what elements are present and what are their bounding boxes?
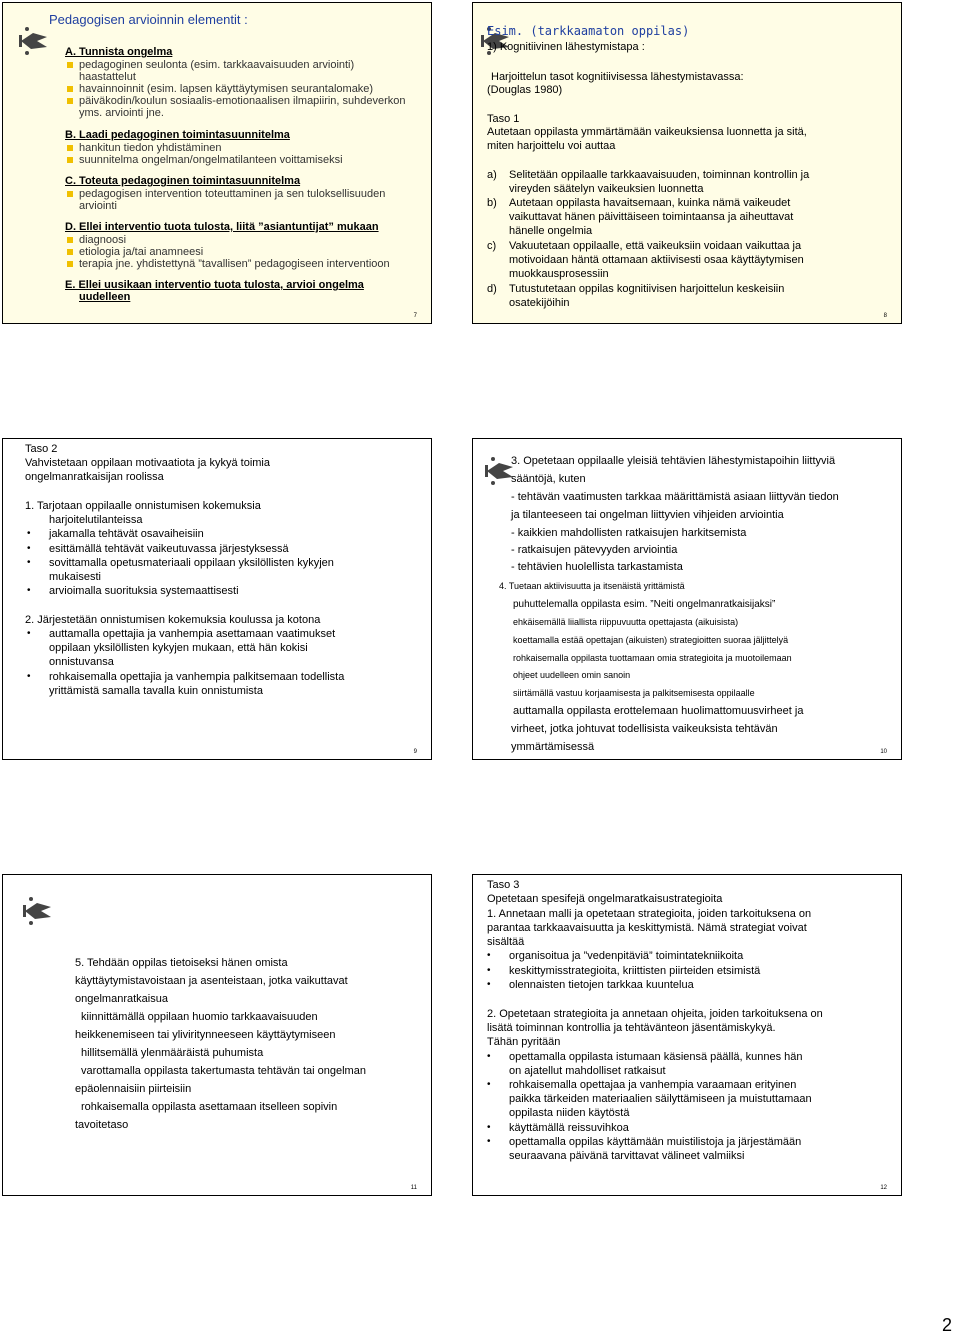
list-item: tavoitetaso xyxy=(75,1119,129,1131)
list-marker: a) xyxy=(487,169,497,181)
list-item: keskittymisstrategioita, kriittisten piirteiden etsimistä xyxy=(509,965,761,977)
bullet-icon xyxy=(67,157,73,163)
list-item: Vakuutetaan oppilaalle, että vaikeuksiin voidaan vaikuttaa ja xyxy=(509,240,802,252)
slide-10 xyxy=(472,438,902,760)
list-item: hankitun tiedon yhdistäminen xyxy=(79,142,222,154)
university-logo-icon xyxy=(21,893,55,929)
list-item: puhuttelemalla oppilasta esim. ”Neiti ongelmanratkaisijaksi” xyxy=(513,599,776,610)
list-item: organisoitua ja ”vedenpitäviä” toimintatekniikoita xyxy=(509,950,744,962)
bullet-icon xyxy=(67,237,73,243)
text-line: 2. Järjestetään onnistumisen kokemuksia koulussa ja kotona xyxy=(25,614,321,626)
text-line: 3. Opetetaan oppilaalle yleisiä tehtävien lähestymistapoihin liittyviä xyxy=(511,455,836,467)
bullet-icon: • xyxy=(487,965,491,976)
bullet-icon xyxy=(67,261,73,267)
list-item: oppilasta niiden käytöstä xyxy=(509,1107,630,1119)
list-item: virheet, jotka johtuvat todellisista vaikeuksista tehtävän xyxy=(511,723,778,735)
list-item: käyttämällä reissuvihkoa xyxy=(509,1122,629,1134)
text-line: 5. Tehdään oppilas tietoiseksi hänen omista xyxy=(75,957,288,969)
list-item: epäolennaisiin piirteisiin xyxy=(75,1083,192,1095)
list-item: arvioimalla suorituksia systemaattisesti xyxy=(49,585,239,597)
text-line: - tehtävän vaatimusten tarkkaa määrittämistä asiaan liittyvän tiedon xyxy=(511,491,839,503)
list-item: olennaisten tietojen tarkkaa kuuntelua xyxy=(509,979,694,991)
bullet-icon: • xyxy=(487,950,491,961)
list-item: heikkenemiseen tai yliviritynneeseen käyttäytymiseen xyxy=(75,1029,336,1041)
list-item: - tehtävien huolellista tarkastamista xyxy=(511,561,683,573)
text-line: ja tilanteeseen tai ongelman liittyvien vihjeiden arviointia xyxy=(511,509,784,521)
section-e-heading-cont: uudelleen xyxy=(79,291,131,303)
section-c-heading: C. Toteuta pedagoginen toimintasuunnitelma xyxy=(65,175,301,187)
list-item: yrittämistä samalla tavalla kuin onnistumista xyxy=(49,685,263,697)
list-item: osatekijöihin xyxy=(509,297,570,309)
text-line: lisätä toiminnan kontrollia ja tehtävänteon jäsentämiskykyä. xyxy=(487,1022,776,1034)
list-item: pedagoginen seulonta (esim. tarkkaavaisuuden arviointi) xyxy=(79,59,355,71)
bullet-icon xyxy=(67,249,73,255)
text-line: harjoitelutilanteissa xyxy=(49,514,143,526)
slide-number: 12 xyxy=(880,1185,887,1191)
list-item: Selitetään oppilaalle tarkkaavaisuuden, toiminnan kontrollin ja xyxy=(509,169,810,181)
bullet-icon: • xyxy=(27,543,31,554)
text-line: Taso 2 xyxy=(25,443,58,455)
text-line: Harjoittelun tasot kognitiivisessa lähestymistavassa: xyxy=(491,71,744,83)
list-item: siirtämällä vastuu korjaamisesta ja palkitsemisesta oppilaalle xyxy=(513,688,755,698)
bullet-icon: • xyxy=(27,557,31,568)
list-item: paikka tärkeiden materiaalien säilyttämiseen ja muistuttamaan xyxy=(509,1093,812,1105)
text-line: 1. Annetaan malli ja opetetaan strategioita, joiden tarkoituksena on xyxy=(487,908,812,920)
text-line: parantaa tarkkaavaisuutta ja keskittymistä. Nämä strategiat voivat xyxy=(487,922,807,934)
text-line: sisältää xyxy=(487,936,525,948)
slide-title: Esim. (tarkkaamaton oppilas) xyxy=(487,24,690,38)
list-item: etiologia ja/tai anamneesi xyxy=(79,246,204,258)
list-item: Tutustutetaan oppilas kognitiivisen harjoittelun keskeisiin xyxy=(509,283,785,295)
slide-12 xyxy=(472,874,902,1196)
list-item: - ratkaisujen pätevyyden arviointia xyxy=(511,544,678,556)
list-item: sovittamalla opetusmateriaali oppilaan yksilöllisten kykyjen xyxy=(49,557,334,569)
list-item: ehkäisemällä liiallista riippuvuutta opettajasta (aikuisista) xyxy=(513,617,739,627)
text-line: miten harjoittelu voi auttaa xyxy=(487,140,616,152)
bullet-icon: • xyxy=(487,1079,491,1090)
list-item: - kaikkien mahdollisten ratkaisujen harkitsemista xyxy=(511,527,747,539)
list-item: auttamalla opettajia ja vanhempia asettamaan vaatimukset xyxy=(49,628,336,640)
list-item: vaikuttavat hänen päivittäiseen toimintaansa ja aiheuttavat xyxy=(509,211,794,223)
list-marker: b) xyxy=(487,197,497,209)
bullet-icon: • xyxy=(27,528,31,539)
university-logo-icon xyxy=(17,23,51,59)
bullet-icon: • xyxy=(487,979,491,990)
section-b-heading: B. Laadi pedagoginen toimintasuunnitelma xyxy=(65,129,290,141)
text-line: käyttäytymistavoistaan ja asenteistaan, jotka vaikuttavat xyxy=(75,975,348,987)
bullet-icon: • xyxy=(27,585,31,596)
slide-title: Pedagogisen arvioinnin elementit : xyxy=(49,12,248,27)
text-line: ongelmanratkaisijan roolissa xyxy=(25,471,164,483)
list-marker: d) xyxy=(487,283,497,295)
list-item: rohkaisemalla oppilasta tuottamaan omia strategioita ja muotoilemaan xyxy=(513,653,792,663)
list-item: rohkaisemalla oppilasta asettamaan itselleen sopivin xyxy=(81,1101,338,1113)
slide-9 xyxy=(2,438,432,760)
list-item: motivoidaan häntä ottamaan aktiivisesti osaa käyttäytymisen xyxy=(509,254,804,266)
list-item: hillitsemällä ylenmääräistä puhumista xyxy=(81,1047,264,1059)
text-line: Taso 3 xyxy=(487,879,520,891)
list-item: auttamalla oppilasta erottelemaan huolimattomuusvirheet ja xyxy=(513,705,804,717)
text-line: 1) Kognitiivinen lähestymistapa : xyxy=(487,41,645,53)
slide-8 xyxy=(472,2,902,324)
list-item: on ajatellut mahdolliset ratkaisut xyxy=(509,1065,666,1077)
list-item: seuraavana päivänä tarvittavat välineet valmiiksi xyxy=(509,1150,745,1162)
list-item: yms. arviointi jne. xyxy=(79,107,164,119)
list-item: vireyden säätelyn vaikeuksien luonnetta xyxy=(509,183,704,195)
list-item: Autetaan oppilasta havaitsemaan, kuinka nämä vaikeudet xyxy=(509,197,791,209)
list-item: mukaisesti xyxy=(49,571,101,583)
bullet-icon: • xyxy=(27,671,31,682)
page-number: 2 xyxy=(941,1315,952,1335)
list-item: onnistuvansa xyxy=(49,656,114,668)
list-item: kiinnittämällä oppilaan huomio tarkkaavaisuuden xyxy=(81,1011,318,1023)
list-item: rohkaisemalla opettajia ja vanhempia palkitsemaan todellista xyxy=(49,671,345,683)
list-item: havainnoinnit (esim. lapsen käyttäytymisen seurantalomake) xyxy=(79,83,374,95)
bullet-icon: • xyxy=(487,1136,491,1147)
slide-number: 10 xyxy=(880,749,887,755)
section-a-heading: A. Tunnista ongelma xyxy=(65,46,173,58)
text-line: 1. Tarjotaan oppilaalle onnistumisen kokemuksia xyxy=(25,500,261,512)
list-item: haastattelut xyxy=(79,71,136,83)
bullet-icon: • xyxy=(487,1051,491,1062)
bullet-icon: • xyxy=(487,1122,491,1133)
list-item: opettamalla oppilas käyttämään muistilistoja ja järjestämään xyxy=(509,1136,802,1148)
bullet-icon xyxy=(67,145,73,151)
list-item: varottamalla oppilasta takertumasta tehtävän tai ongelman xyxy=(81,1065,366,1077)
list-marker: c) xyxy=(487,240,497,252)
slide-number: 8 xyxy=(883,313,887,319)
bullet-icon xyxy=(67,191,73,197)
list-item: pedagogisen intervention toteuttaminen ja sen tuloksellisuuden xyxy=(79,188,386,200)
text-line: 2. Opetetaan strategioita ja annetaan ohjeita, joiden tarkoituksena on xyxy=(487,1008,823,1020)
list-item: terapia jne. yhdistettynä ”tavallisen” pedagogiseen interventioon xyxy=(79,258,390,270)
slide-number: 7 xyxy=(413,313,417,319)
text-line: Vahvistetaan oppilaan motivaatiota ja kykyä toimia xyxy=(25,457,270,469)
bullet-icon xyxy=(67,62,73,68)
list-item: oppilaan yksilöllisten kykyjen mukaan, että hän kokisi xyxy=(49,642,308,654)
slide-7 xyxy=(2,2,432,324)
section-e-heading: E. Ellei uusikaan interventio tuota tulosta, arvioi ongelma xyxy=(65,279,364,291)
list-item: koettamalla estää opettajan (aikuisten) strategioitten suoraa jäljittelyä xyxy=(513,635,789,645)
list-item: ohjeet uudelleen omin sanoin xyxy=(513,670,631,680)
text-line: ongelmanratkaisua xyxy=(75,993,168,1005)
text-line: Taso 1 xyxy=(487,113,520,125)
bullet-icon: • xyxy=(27,628,31,639)
list-item: arviointi xyxy=(79,200,117,212)
bullet-icon xyxy=(67,98,73,104)
list-item: diagnoosi xyxy=(79,234,127,246)
text-line: 4. Tuetaan aktiivisuutta ja itsenäistä yrittämistä xyxy=(499,581,685,591)
text-line: sääntöjä, kuten xyxy=(511,473,586,485)
slide-11 xyxy=(2,874,432,1196)
list-item: hänelle ongelmia xyxy=(509,225,593,237)
list-item: esittämällä tehtävät vaikeutuvassa järjestyksessä xyxy=(49,543,289,555)
slide-number: 9 xyxy=(413,749,417,755)
list-item: päiväkodin/koulun sosiaalis-emotionaalisen ilmapiirin, suhdeverkon xyxy=(79,95,406,107)
slide-number: 11 xyxy=(410,1185,417,1191)
text-line: (Douglas 1980) xyxy=(487,84,563,96)
text-line: Autetaan oppilasta ymmärtämään vaikeuksiensa luonnetta ja sitä, xyxy=(487,126,807,138)
list-item: ymmärtämisessä xyxy=(511,741,595,753)
list-item: muokkausprosessiin xyxy=(509,268,609,280)
text-line: Opetetaan spesifejä ongelmaratkaisustrategioita xyxy=(487,893,723,905)
bullet-icon xyxy=(67,86,73,92)
text-line: Tähän pyritään xyxy=(487,1036,561,1048)
list-item: opettamalla oppilasta istumaan käsiensä päällä, kunnes hän xyxy=(509,1051,803,1063)
section-d-heading: D. Ellei interventio tuota tulosta, liitä ”asiantuntijat” mukaan xyxy=(65,221,379,233)
list-item: jakamalla tehtävät osavaiheisiin xyxy=(49,528,204,540)
list-item: suunnitelma ongelman/ongelmatilanteen voittamiseksi xyxy=(79,154,343,166)
list-item: rohkaisemalla opettajaa ja vanhempia varaamaan erityinen xyxy=(509,1079,797,1091)
